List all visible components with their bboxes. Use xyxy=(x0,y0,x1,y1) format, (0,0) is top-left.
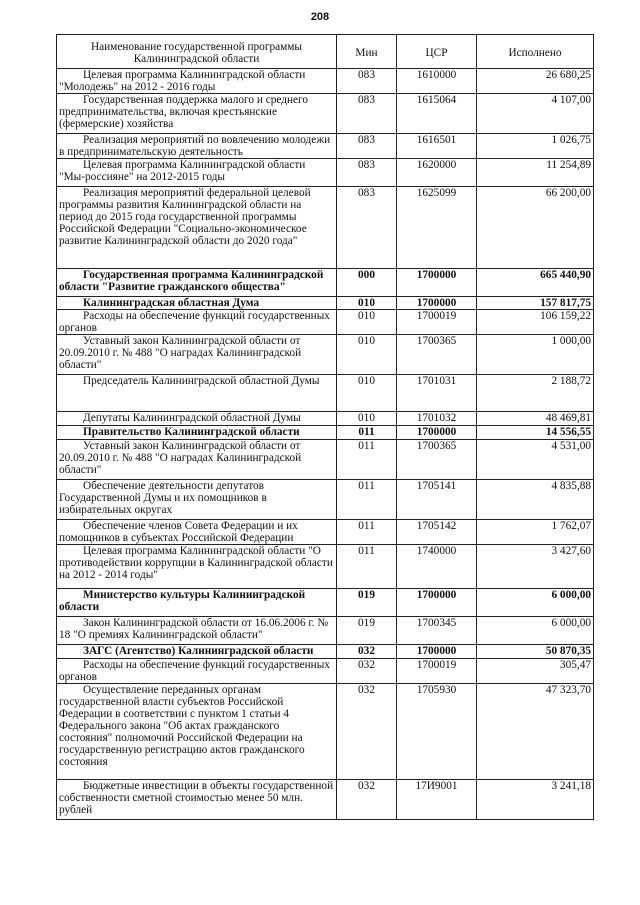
table-row xyxy=(57,94,594,134)
row-name: Расходы на обеспечение функций государственных органов xyxy=(57,310,337,335)
table-row xyxy=(57,617,594,645)
row-min: 083 xyxy=(337,69,397,94)
row-min: 011 xyxy=(337,426,397,440)
row-name: Обеспечение членов Совета Федерации и их помощников в субъектах Российской Федерации xyxy=(57,520,337,545)
row-csr: 1700365 xyxy=(397,335,477,375)
row-min: 032 xyxy=(337,645,397,659)
row-csr: 1700000 xyxy=(397,645,477,659)
row-name: Целевая программа Калининградской области "Молодежь" на 2012 - 2016 годы xyxy=(57,69,337,94)
page-number: 208 xyxy=(310,11,330,23)
table-row xyxy=(57,159,594,187)
row-min: 000 xyxy=(337,269,397,297)
row-exec: 6 000,00 xyxy=(477,617,594,645)
row-exec: 2 188,72 xyxy=(477,375,594,412)
row-csr: 1610000 xyxy=(397,69,477,94)
budget-table xyxy=(56,34,594,820)
row-csr: 1701032 xyxy=(397,412,477,426)
table-row xyxy=(57,187,594,269)
row-csr: 1700000 xyxy=(397,269,477,297)
row-exec: 50 870,35 xyxy=(477,645,594,659)
row-name: Обеспечение деятельности депутатов Государственной Думы и их помощников в избирательных округах xyxy=(57,480,337,520)
row-exec: 11 254,89 xyxy=(477,159,594,187)
row-csr: 1700345 xyxy=(397,617,477,645)
row-exec: 14 556,55 xyxy=(477,426,594,440)
row-csr: 1740000 xyxy=(397,545,477,589)
row-name: Председатель Калининградской областной Думы xyxy=(57,375,337,412)
row-name: Государственная поддержка малого и среднего предпринимательства, включая крестьянские (фермерские) хозяйства xyxy=(57,94,337,134)
row-name: Реализация мероприятий федеральной целевой программы развития Калининградской области на период до 2015 года государственной программы Российской Федерации "Социально-экономическое развитие Калининградской области до 2020 года" xyxy=(57,187,337,269)
row-name: Уставный закон Калининградской области от 20.09.2010 г. № 488 "О наградах Калининградской области" xyxy=(57,335,337,375)
row-csr: 1705142 xyxy=(397,520,477,545)
table-row xyxy=(57,69,594,94)
row-min: 011 xyxy=(337,480,397,520)
row-name: Калининградская областная Дума xyxy=(57,297,337,310)
row-exec: 47 323,70 xyxy=(477,684,594,780)
row-exec: 1 762,07 xyxy=(477,520,594,545)
row-csr: 1620000 xyxy=(397,159,477,187)
table-row xyxy=(57,134,594,159)
row-exec: 48 469,81 xyxy=(477,412,594,426)
table-row xyxy=(57,780,594,820)
row-min: 010 xyxy=(337,335,397,375)
table-row xyxy=(57,589,594,617)
table-row xyxy=(57,335,594,375)
row-min: 010 xyxy=(337,375,397,412)
row-exec: 3 241,18 xyxy=(477,780,594,820)
row-csr: 1700019 xyxy=(397,659,477,684)
table-row xyxy=(57,659,594,684)
table-row xyxy=(57,440,594,480)
row-csr: 1700000 xyxy=(397,426,477,440)
header-exec: Исполнено xyxy=(477,35,594,69)
row-exec: 4 531,00 xyxy=(477,440,594,480)
row-name: Уставный закон Калининградской области от 20.09.2010 г. № 488 "О наградах Калининградской области" xyxy=(57,440,337,480)
table-body xyxy=(57,69,594,820)
row-csr: 1700000 xyxy=(397,297,477,310)
row-min: 019 xyxy=(337,589,397,617)
header-name: Наименование государственной программы Калининградской области xyxy=(57,35,337,69)
table-row xyxy=(57,684,594,780)
table-row xyxy=(57,520,594,545)
row-name: Осуществление переданных органам государственной власти субъектов Российской Федерации в соответствии с пунктом 1 статьи 4 Федерального закона "Об актах гражданского состояния" полномочий Российской Федерации на государственную регистрацию актов гражданского состояния xyxy=(57,684,337,780)
row-exec: 665 440,90 xyxy=(477,269,594,297)
row-exec: 305,47 xyxy=(477,659,594,684)
row-min: 083 xyxy=(337,187,397,269)
row-min: 083 xyxy=(337,94,397,134)
table-row xyxy=(57,645,594,659)
row-name: Реализация мероприятий по вовлечению молодежи в предпринимательскую деятельность xyxy=(57,134,337,159)
row-csr: 1615064 xyxy=(397,94,477,134)
table-row xyxy=(57,375,594,412)
row-csr: 1705141 xyxy=(397,480,477,520)
table-row xyxy=(57,310,594,335)
row-exec: 1 000,00 xyxy=(477,335,594,375)
row-exec: 106 159,22 xyxy=(477,310,594,335)
row-min: 032 xyxy=(337,659,397,684)
row-exec: 66 200,00 xyxy=(477,187,594,269)
header-csr: ЦСР xyxy=(397,35,477,69)
row-name: Правительство Калининградской области xyxy=(57,426,337,440)
row-name: ЗАГС (Агентство) Калининградской области xyxy=(57,645,337,659)
row-name: Целевая программа Калининградской области "О противодействии коррупции в Калининградской области на 2012 - 2014 годы" xyxy=(57,545,337,589)
table-header-row xyxy=(57,35,594,69)
row-min: 010 xyxy=(337,412,397,426)
row-csr: 1700019 xyxy=(397,310,477,335)
row-min: 010 xyxy=(337,310,397,335)
row-name: Целевая программа Калининградской области "Мы-россияне" на 2012-2015 годы xyxy=(57,159,337,187)
table-row xyxy=(57,426,594,440)
row-min: 011 xyxy=(337,520,397,545)
row-exec: 4 107,00 xyxy=(477,94,594,134)
row-csr: 1700365 xyxy=(397,440,477,480)
row-exec: 1 026,75 xyxy=(477,134,594,159)
row-name: Депутаты Калининградской областной Думы xyxy=(57,412,337,426)
table-row xyxy=(57,412,594,426)
row-min: 083 xyxy=(337,134,397,159)
row-csr: 1616501 xyxy=(397,134,477,159)
row-exec: 157 817,75 xyxy=(477,297,594,310)
row-name: Закон Калининградской области от 16.06.2006 г. № 18 "О премиях Калининградской области" xyxy=(57,617,337,645)
row-min: 032 xyxy=(337,780,397,820)
table-row xyxy=(57,297,594,310)
table-row xyxy=(57,545,594,589)
row-csr: 1700000 xyxy=(397,589,477,617)
row-min: 011 xyxy=(337,440,397,480)
row-min: 011 xyxy=(337,545,397,589)
row-name: Расходы на обеспечение функций государственных органов xyxy=(57,659,337,684)
row-min: 083 xyxy=(337,159,397,187)
row-csr: 1705930 xyxy=(397,684,477,780)
header-min: Мин xyxy=(337,35,397,69)
row-min: 019 xyxy=(337,617,397,645)
row-csr: 1701031 xyxy=(397,375,477,412)
row-name: Бюджетные инвестиции в объекты государственной собственности сметной стоимостью менее 50 млн. рублей xyxy=(57,780,337,820)
table-row xyxy=(57,269,594,297)
row-min: 032 xyxy=(337,684,397,780)
row-exec: 4 835,88 xyxy=(477,480,594,520)
row-min: 010 xyxy=(337,297,397,310)
row-exec: 26 680,25 xyxy=(477,69,594,94)
row-name: Министерство культуры Калининградской области xyxy=(57,589,337,617)
row-csr: 1625099 xyxy=(397,187,477,269)
row-csr: 17И9001 xyxy=(397,780,477,820)
row-exec: 3 427,60 xyxy=(477,545,594,589)
row-name: Государственная программа Калининградской области "Развитие гражданского общества" xyxy=(57,269,337,297)
row-exec: 6 000,00 xyxy=(477,589,594,617)
table-row xyxy=(57,480,594,520)
